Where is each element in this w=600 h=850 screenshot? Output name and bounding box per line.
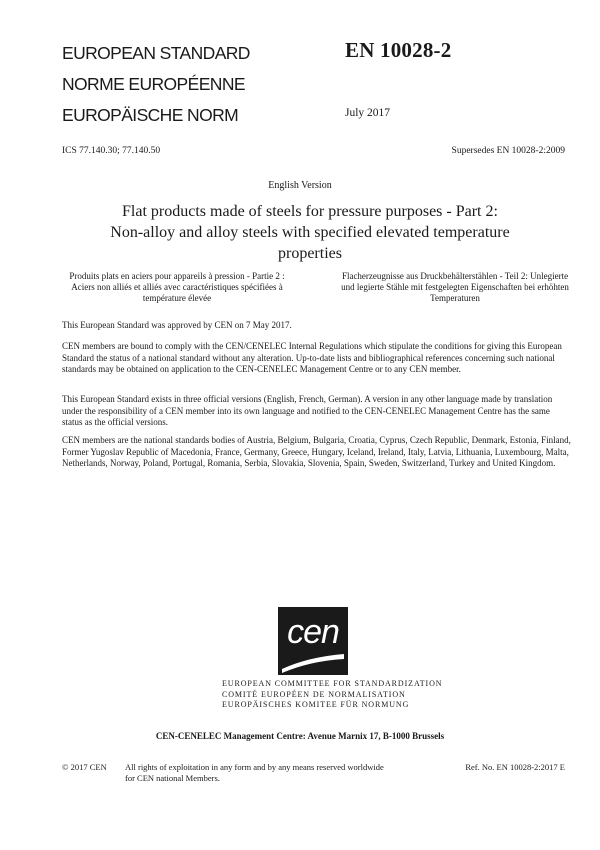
language-version: English Version: [268, 180, 332, 191]
members-paragraph: CEN members are the national standards bodies of Austria, Belgium, Bulgaria, Croatia, Cyprus, Czech Republic, Denmark, Estonia, Finland, Former Yugoslav Republic of Macedonia, France, Germany, Greece, Hungary, Iceland, Ireland, Italy, Latvia, Lithuania, Luxembourg, Malta, Netherlands, Norway, Poland, Portugal, Romania, Serbia, Slovakia, Slovenia, Spain, Sweden, Switzerland, Turkey and United Kingdom.: [62, 435, 571, 469]
official-versions-paragraph: This European Standard exists in three official versions (English, French, German). A version in any other language made by translation under the responsibility of a CEN member into its own language and notified to the CEN-CENELEC Management Centre has the same status as the official versions.: [62, 394, 553, 428]
management-centre-address: CEN-CENELEC Management Centre: Avenue Marnix 17, B-1000 Brussels: [155, 731, 445, 741]
publication-date: July 2017: [345, 107, 391, 119]
title-french: Produits plats en aciers pour appareils à pression - Partie 2 : Aciers non alliés et alliés avec caractéristiques spécifiées à température élevée: [69, 271, 285, 303]
copyright-notice: © 2017 CEN: [62, 762, 107, 772]
cen-logo-icon: [278, 607, 348, 675]
title-german: Flacherzeugnisse aus Druckbehälterstählen - Teil 2: Unlegierte und legierte Stähle mit festgelegten Eigenschaften bei erhöhten Temperaturen: [341, 271, 569, 303]
ics-codes: ICS 77.140.30; 77.140.50: [62, 146, 161, 156]
approval-paragraph: This European Standard was approved by CEN on 7 May 2017.: [62, 320, 292, 330]
reference-number: Ref. No. EN 10028-2:2017 E: [465, 762, 565, 772]
organization-names: [222, 679, 442, 711]
cen-logo-wordmark: cen: [287, 613, 339, 651]
standard-type-block: [62, 38, 250, 131]
standard-type-en: EUROPEAN STANDARD: [62, 43, 250, 63]
compliance-paragraph: CEN members are bound to comply with the CEN/CENELEC Internal Regulations which stipulate the conditions for giving this European Standard the status of a national standard without any alteration. Up-to-date lists and bibliographical references concerning such national standards may be obtained on application to the CEN-CENELEC Management Centre or to any CEN member.: [62, 341, 562, 375]
organization-name-fr: COMITÉ EUROPÉEN DE NORMALISATION: [222, 689, 406, 699]
document-number: EN 10028-2: [345, 38, 452, 62]
standard-type-de: EUROPÄISCHE NORM: [62, 105, 239, 125]
organization-name-de: EUROPÄISCHES KOMITEE FÜR NORMUNG: [222, 700, 410, 709]
document-title: Flat products made of steels for pressure purposes - Part 2: Non-alloy and alloy steels with specified elevated temperature properties: [110, 203, 510, 262]
supersedes-note: Supersedes EN 10028-2:2009: [451, 146, 565, 156]
rights-statement: All rights of exploitation in any form and by any means reserved worldwide for CEN national Members.: [125, 762, 384, 783]
organization-name-en: EUROPEAN COMMITTEE FOR STANDARDIZATION: [222, 679, 443, 688]
standard-type-fr: NORME EUROPÉENNE: [62, 74, 245, 94]
